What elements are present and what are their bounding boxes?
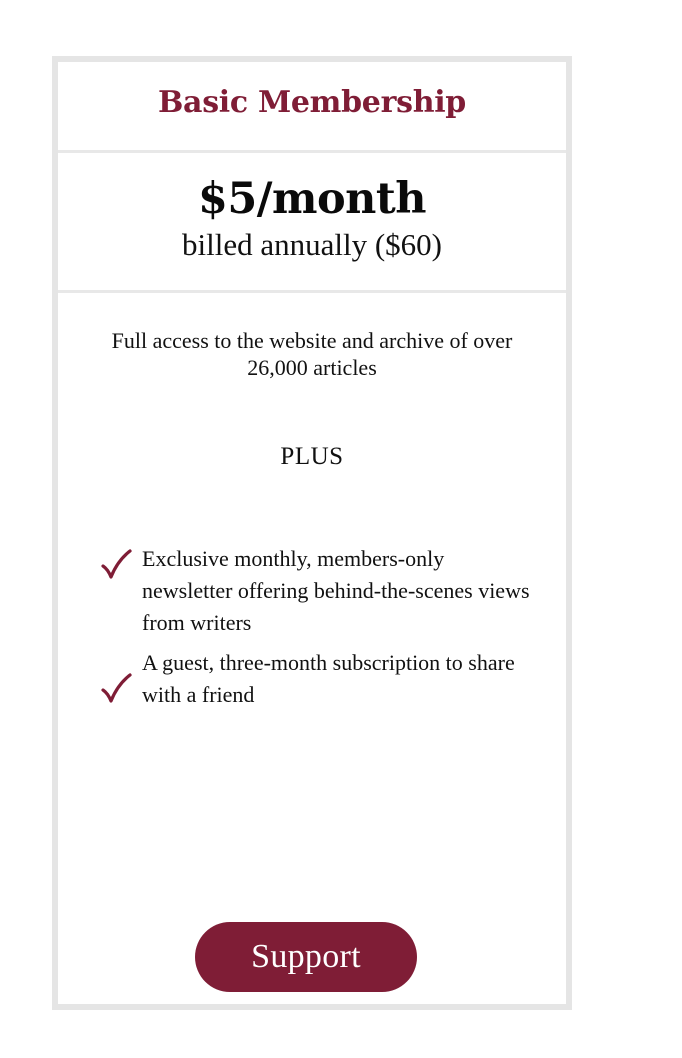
checkmark-icon [100, 549, 132, 581]
feature-item [100, 647, 538, 711]
plan-description: Full access to the website and archive of over 26,000 articles [111, 328, 513, 380]
feature-list [58, 543, 566, 711]
feature-item [100, 543, 538, 639]
billing-note: billed annually ($60) [182, 227, 442, 262]
plus-label: PLUS [280, 443, 344, 470]
price: $5/month [197, 174, 427, 224]
price-block [58, 153, 566, 293]
plan-title: Basic Membership [158, 84, 466, 120]
card-header [58, 62, 566, 153]
support-button[interactable]: Support [195, 922, 417, 992]
checkmark-icon [100, 673, 132, 705]
membership-card [52, 56, 572, 1010]
feature-text: Exclusive monthly, members-only newsletter offering behind-the-scenes views from writers [142, 546, 530, 635]
feature-text: A guest, three-month subscription to share with a friend [142, 650, 515, 707]
